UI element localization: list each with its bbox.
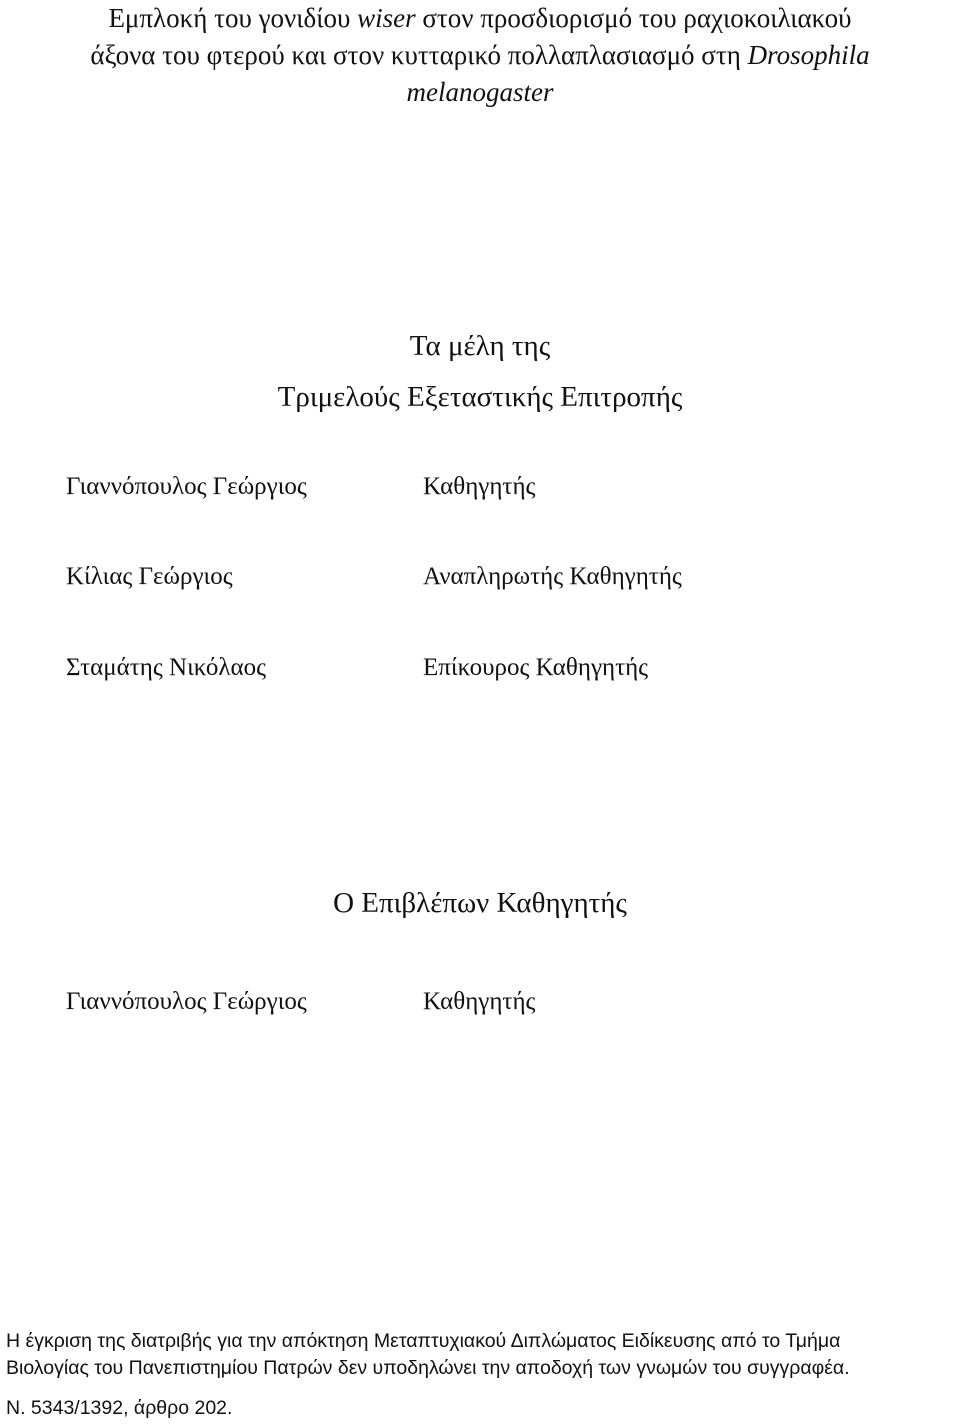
committee-subheading: Τριμελούς Εξεταστικής Επιτροπής bbox=[277, 381, 683, 413]
thesis-title-line-2 bbox=[0, 37, 960, 74]
genus-name: Drosophila bbox=[747, 40, 870, 70]
member-name: Κίλιας Γεώργιος bbox=[66, 563, 233, 590]
member-name: Σταμάτης Νικόλαος bbox=[66, 654, 266, 681]
gene-name: wiser bbox=[357, 3, 416, 33]
supervisor-name: Γιαννόπουλος Γεώργιος bbox=[66, 988, 307, 1015]
approval-disclaimer-line-1: Η έγκριση της διατριβής για την απόκτηση Μεταπτυχιακού Διπλώματος Ειδίκευσης από το Τμήμα bbox=[6, 1330, 841, 1352]
member-role: Αναπληρωτής Καθηγητής bbox=[423, 563, 682, 590]
supervisor-role: Καθηγητής bbox=[423, 988, 536, 1015]
committee-heading: Τα μέλη της bbox=[409, 330, 551, 362]
member-role: Καθηγητής bbox=[423, 473, 536, 500]
member-role: Επίκουρος Καθηγητής bbox=[423, 654, 649, 681]
thesis-title-line-3: melanogaster bbox=[406, 77, 554, 107]
committee-member-row bbox=[0, 560, 960, 594]
committee-member-row bbox=[0, 651, 960, 685]
title-text: Εμπλοκή του γονιδίου bbox=[108, 3, 358, 33]
approval-disclaimer-line-2: Βιολογίας του Πανεπιστημίου Πατρών δεν υποδηλώνει την αποδοχή των γνωμών του συγγραφέα. bbox=[6, 1357, 850, 1379]
supervisor-heading: Ο Επιβλέπων Καθηγητής bbox=[333, 887, 627, 919]
title-text: στον προσδιορισμό του ραχιοκοιλιακού bbox=[415, 3, 852, 33]
thesis-title-line-1 bbox=[0, 0, 960, 37]
supervisor-row bbox=[0, 985, 960, 1019]
committee-member-row bbox=[0, 470, 960, 504]
thesis-title bbox=[0, 0, 960, 111]
member-name: Γιαννόπουλος Γεώργιος bbox=[66, 473, 307, 500]
law-reference: Ν. 5343/1392, άρθρο 202. bbox=[6, 1397, 233, 1419]
title-text: άξονα του φτερού και στον κυτταρικό πολλαπλασιασμό στη bbox=[90, 40, 748, 70]
